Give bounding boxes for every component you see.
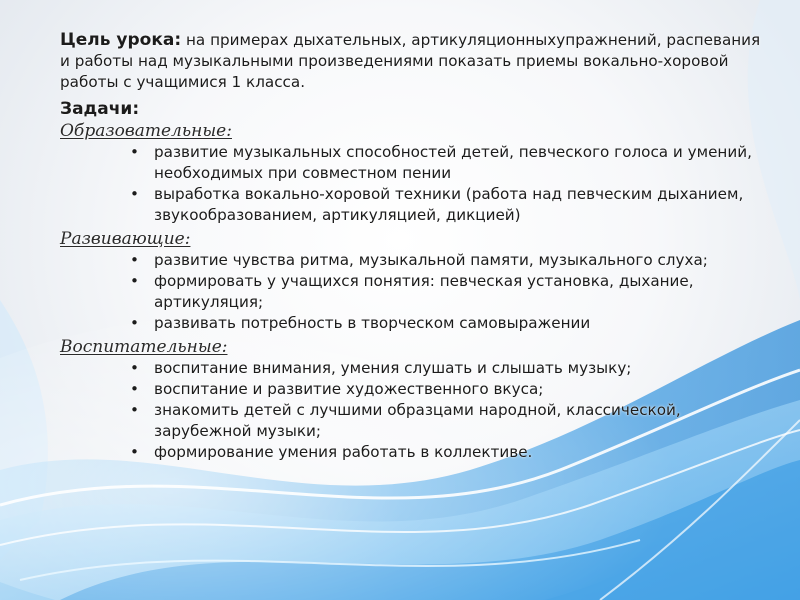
bullet-icon: •	[130, 401, 139, 419]
list-item-text: формирование умения работать в коллективе.	[154, 443, 533, 461]
list-item	[60, 379, 772, 400]
upbringing-task-list	[60, 358, 772, 463]
list-item-text: формировать у учащихся понятия: певческая установка, дыхание, артикуляция;	[154, 272, 694, 311]
group-title-educational: Образовательные:	[60, 121, 232, 141]
list-item	[60, 313, 772, 334]
lesson-goal	[60, 30, 772, 93]
list-item-text: выработка вокально-хоровой техники (работа над певческим дыханием, звукообразованием, артикуляцией, дикцией)	[154, 185, 744, 224]
list-item	[60, 184, 772, 226]
bullet-icon: •	[130, 251, 139, 269]
list-item	[60, 250, 772, 271]
bullet-icon: •	[130, 314, 139, 332]
goal-text: на примерах дыхательных, артикуляционныхупражнений, распевания и работы над музыкальными произведениями показать приемы вокально-хоровой работы с учащимися 1 класса.	[60, 31, 761, 91]
bullet-icon: •	[130, 185, 139, 203]
list-item-text: воспитание внимания, умения слушать и слышать музыку;	[154, 359, 632, 377]
list-item-text: развитие музыкальных способностей детей, певческого голоса и умений, необходимых при совместном пении	[154, 143, 752, 182]
group-title-upbringing: Воспитательные:	[60, 337, 228, 357]
bullet-icon: •	[130, 143, 139, 161]
list-item-text: развитие чувства ритма, музыкальной памяти, музыкального слуха;	[154, 251, 708, 269]
bullet-icon: •	[130, 443, 139, 461]
bullet-icon: •	[130, 272, 139, 290]
list-item	[60, 442, 772, 463]
list-item	[60, 400, 772, 442]
group-title-developmental: Развивающие:	[60, 229, 191, 249]
list-item-text: знакомить детей с лучшими образцами народной, классической, зарубежной музыки;	[154, 401, 681, 440]
list-item	[60, 358, 772, 379]
bullet-icon: •	[130, 359, 139, 377]
tasks-heading: Задачи:	[60, 99, 140, 119]
list-item	[60, 142, 772, 184]
bullet-icon: •	[130, 380, 139, 398]
educational-task-list	[60, 142, 772, 226]
list-item	[60, 271, 772, 313]
developmental-task-list	[60, 250, 772, 334]
list-item-text: развивать потребность в творческом самовыражении	[154, 314, 591, 332]
goal-label: Цель урока:	[60, 30, 182, 50]
slide-content	[60, 30, 772, 465]
list-item-text: воспитание и развитие художественного вкуса;	[154, 380, 544, 398]
